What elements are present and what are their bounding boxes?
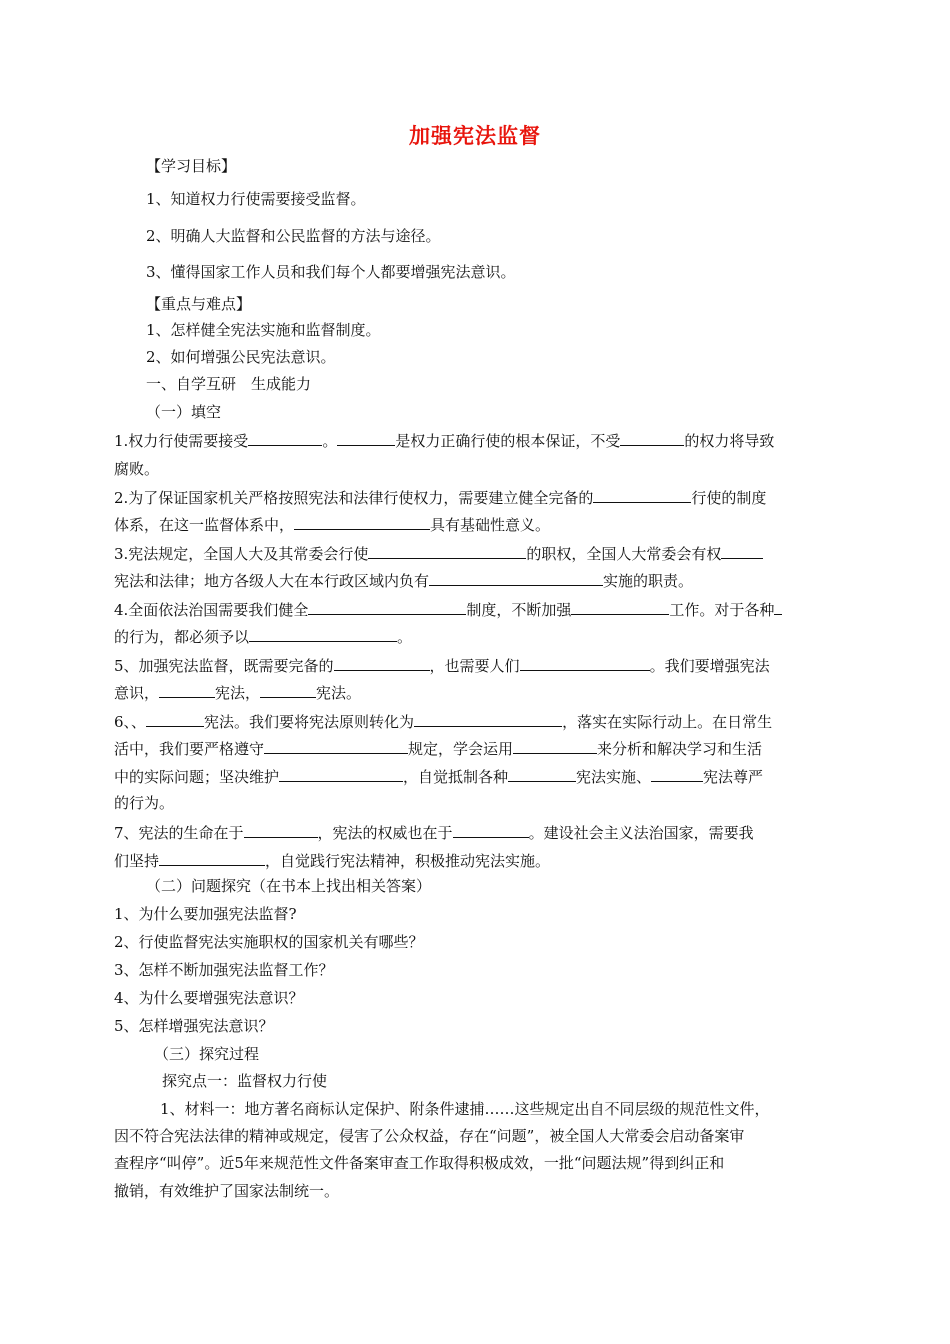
fill-question-2-cont: [114, 514, 550, 535]
inquiry-question-3: 3、怎样不断加强宪法监督工作？: [114, 961, 334, 979]
objective-item-3: 3、懂得国家工作人员和我们每个人都要增强宪法意识。: [146, 263, 516, 281]
fill-blank[interactable]: [651, 766, 703, 782]
subsection-process-heading: （三）探究过程: [154, 1045, 260, 1063]
fill-blank[interactable]: [146, 711, 204, 727]
fill-question-4-cont: [114, 626, 412, 647]
text: ，宪法的权威也在于: [317, 824, 453, 842]
text: 4.全面依法治国需要我们健全: [114, 601, 309, 619]
fill-blank[interactable]: [721, 543, 763, 559]
text: 宪法实施、: [576, 768, 652, 786]
text: ，自觉抵制各种: [403, 768, 509, 786]
fill-blank[interactable]: [334, 655, 430, 671]
text: 来分析和解决学习和生活: [597, 740, 763, 758]
fill-blank[interactable]: [249, 626, 397, 642]
text: 工作。对于各种: [669, 601, 775, 619]
fill-blank[interactable]: [244, 822, 318, 838]
material-line-3: 查程序“叫停”。近5年来规范性文件备案审查工作取得积极成效，一批“问题法规”得到纠正和: [114, 1154, 725, 1172]
subsection-inquiry-heading: （二）问题探究（在书本上找出相关答案）: [146, 877, 432, 895]
fill-question-3: [114, 543, 763, 564]
fill-question-1-cont: 腐败。: [114, 460, 160, 478]
fill-blank[interactable]: [513, 738, 597, 754]
text: 中的实际问题；坚决维护: [114, 768, 280, 786]
page-title: 加强宪法监督: [409, 124, 541, 148]
fill-blank[interactable]: [571, 599, 669, 615]
text: 宪法，: [215, 684, 261, 702]
fill-question-4: [114, 599, 782, 620]
fill-blank[interactable]: [248, 430, 322, 446]
text: 宪法。我们要将宪法原则转化为: [204, 713, 415, 731]
fill-blank[interactable]: [159, 682, 215, 698]
fill-blank[interactable]: [159, 850, 265, 866]
fill-blank[interactable]: [520, 655, 650, 671]
inquiry-question-5: 5、怎样增强宪法意识？: [114, 1017, 274, 1035]
text: 的职权，全国人大常委会有权: [526, 545, 722, 563]
objective-item-1: 1、知道权力行使需要接受监督。: [146, 190, 366, 208]
key-points-heading: 【重点与难点】: [146, 295, 252, 313]
text: 们坚持: [114, 852, 160, 870]
objective-item-2: 2、明确人大监督和公民监督的方法与途径。: [146, 227, 441, 245]
fill-blank[interactable]: [593, 487, 691, 503]
fill-blank[interactable]: [337, 430, 395, 446]
text: 6、、: [114, 713, 147, 731]
text: 。: [397, 628, 413, 646]
text: 的权力将导致: [684, 432, 775, 450]
fill-question-6: [114, 711, 772, 732]
text: 实施的职责。: [603, 572, 694, 590]
explore-point-heading: 探究点一：监督权力行使: [162, 1072, 328, 1090]
text: 规定，学会运用: [408, 740, 514, 758]
objectives-heading: 【学习目标】: [146, 157, 237, 175]
inquiry-question-4: 4、为什么要增强宪法意识？: [114, 989, 304, 1007]
fill-blank[interactable]: [414, 711, 562, 727]
inquiry-question-1: 1、为什么要加强宪法监督?: [114, 905, 297, 923]
text: 。我们要增强宪法: [649, 657, 770, 675]
fill-question-2: [114, 487, 766, 508]
fill-blank[interactable]: [264, 738, 408, 754]
text: 3.宪法规定，全国人大及其常委会行使: [114, 545, 369, 563]
text: 具有基础性意义。: [430, 516, 551, 534]
fill-blank[interactable]: [620, 430, 684, 446]
text: 。: [322, 432, 338, 450]
material-line-1: 1、材料一：地方著名商标认定保护、附条件逮捕……这些规定出自不同层级的规范性文件，: [160, 1100, 770, 1118]
subsection-fill-heading: （一）填空: [146, 403, 222, 421]
text: 2.为了保证国家机关严格按照宪法和法律行使权力，需要建立健全完备的: [114, 489, 594, 507]
fill-blank[interactable]: [508, 766, 576, 782]
fill-blank[interactable]: [279, 766, 403, 782]
text: ，落实在实际行动上。在日常生: [562, 713, 773, 731]
fill-question-6-cont1: [114, 738, 762, 759]
fill-blank[interactable]: [774, 599, 782, 615]
inquiry-question-2: 2、行使监督宪法实施职权的国家机关有哪些？: [114, 933, 424, 951]
key-point-item-2: 2、如何增强公民宪法意识。: [146, 348, 336, 366]
text: 5、加强宪法监督，既需要完备的: [114, 657, 334, 675]
fill-question-5: [114, 655, 770, 676]
text: 意识，: [114, 684, 160, 702]
fill-question-7-cont: [114, 850, 550, 871]
material-line-2: 因不符合宪法法律的精神或规定，侵害了公众权益，存在“问题”，被全国人大常委会启动备案审: [114, 1127, 745, 1145]
text: 宪法尊严: [703, 768, 764, 786]
key-point-item-1: 1、怎样健全宪法实施和监督制度。: [146, 321, 381, 339]
text: 制度，不断加强: [466, 601, 572, 619]
fill-blank[interactable]: [308, 599, 466, 615]
text: ，也需要人们: [429, 657, 520, 675]
text: 宪法。: [316, 684, 362, 702]
text: 活中，我们要严格遵守: [114, 740, 265, 758]
fill-question-6-cont2: [114, 766, 763, 787]
fill-question-3-cont: [114, 570, 693, 591]
text: 7、宪法的生命在于: [114, 824, 244, 842]
text: 是权力正确行使的根本保证，不受: [395, 432, 621, 450]
text: ，自觉践行宪法精神，积极推动宪法实施。: [265, 852, 551, 870]
fill-blank[interactable]: [368, 543, 526, 559]
fill-question-5-cont: [114, 682, 361, 703]
section-heading: 一、自学互研 生成能力: [146, 375, 312, 393]
text: 1.权力行使需要接受: [114, 432, 249, 450]
fill-blank[interactable]: [294, 514, 430, 530]
fill-blank[interactable]: [260, 682, 316, 698]
fill-question-7: [114, 822, 754, 843]
fill-question-1: [114, 430, 774, 451]
material-line-4: 撤销，有效维护了国家法制统一。: [114, 1182, 340, 1200]
text: 行使的制度: [691, 489, 767, 507]
text: 的行为，都必须予以: [114, 628, 250, 646]
text: 宪法和法律；地方各级人大在本行政区域内负有: [114, 572, 430, 590]
text: 。建设社会主义法治国家，需要我: [528, 824, 754, 842]
text: 体系，在这一监督体系中，: [114, 516, 295, 534]
fill-blank[interactable]: [453, 822, 529, 838]
fill-question-6-cont3: 的行为。: [114, 794, 175, 812]
fill-blank[interactable]: [429, 570, 603, 586]
